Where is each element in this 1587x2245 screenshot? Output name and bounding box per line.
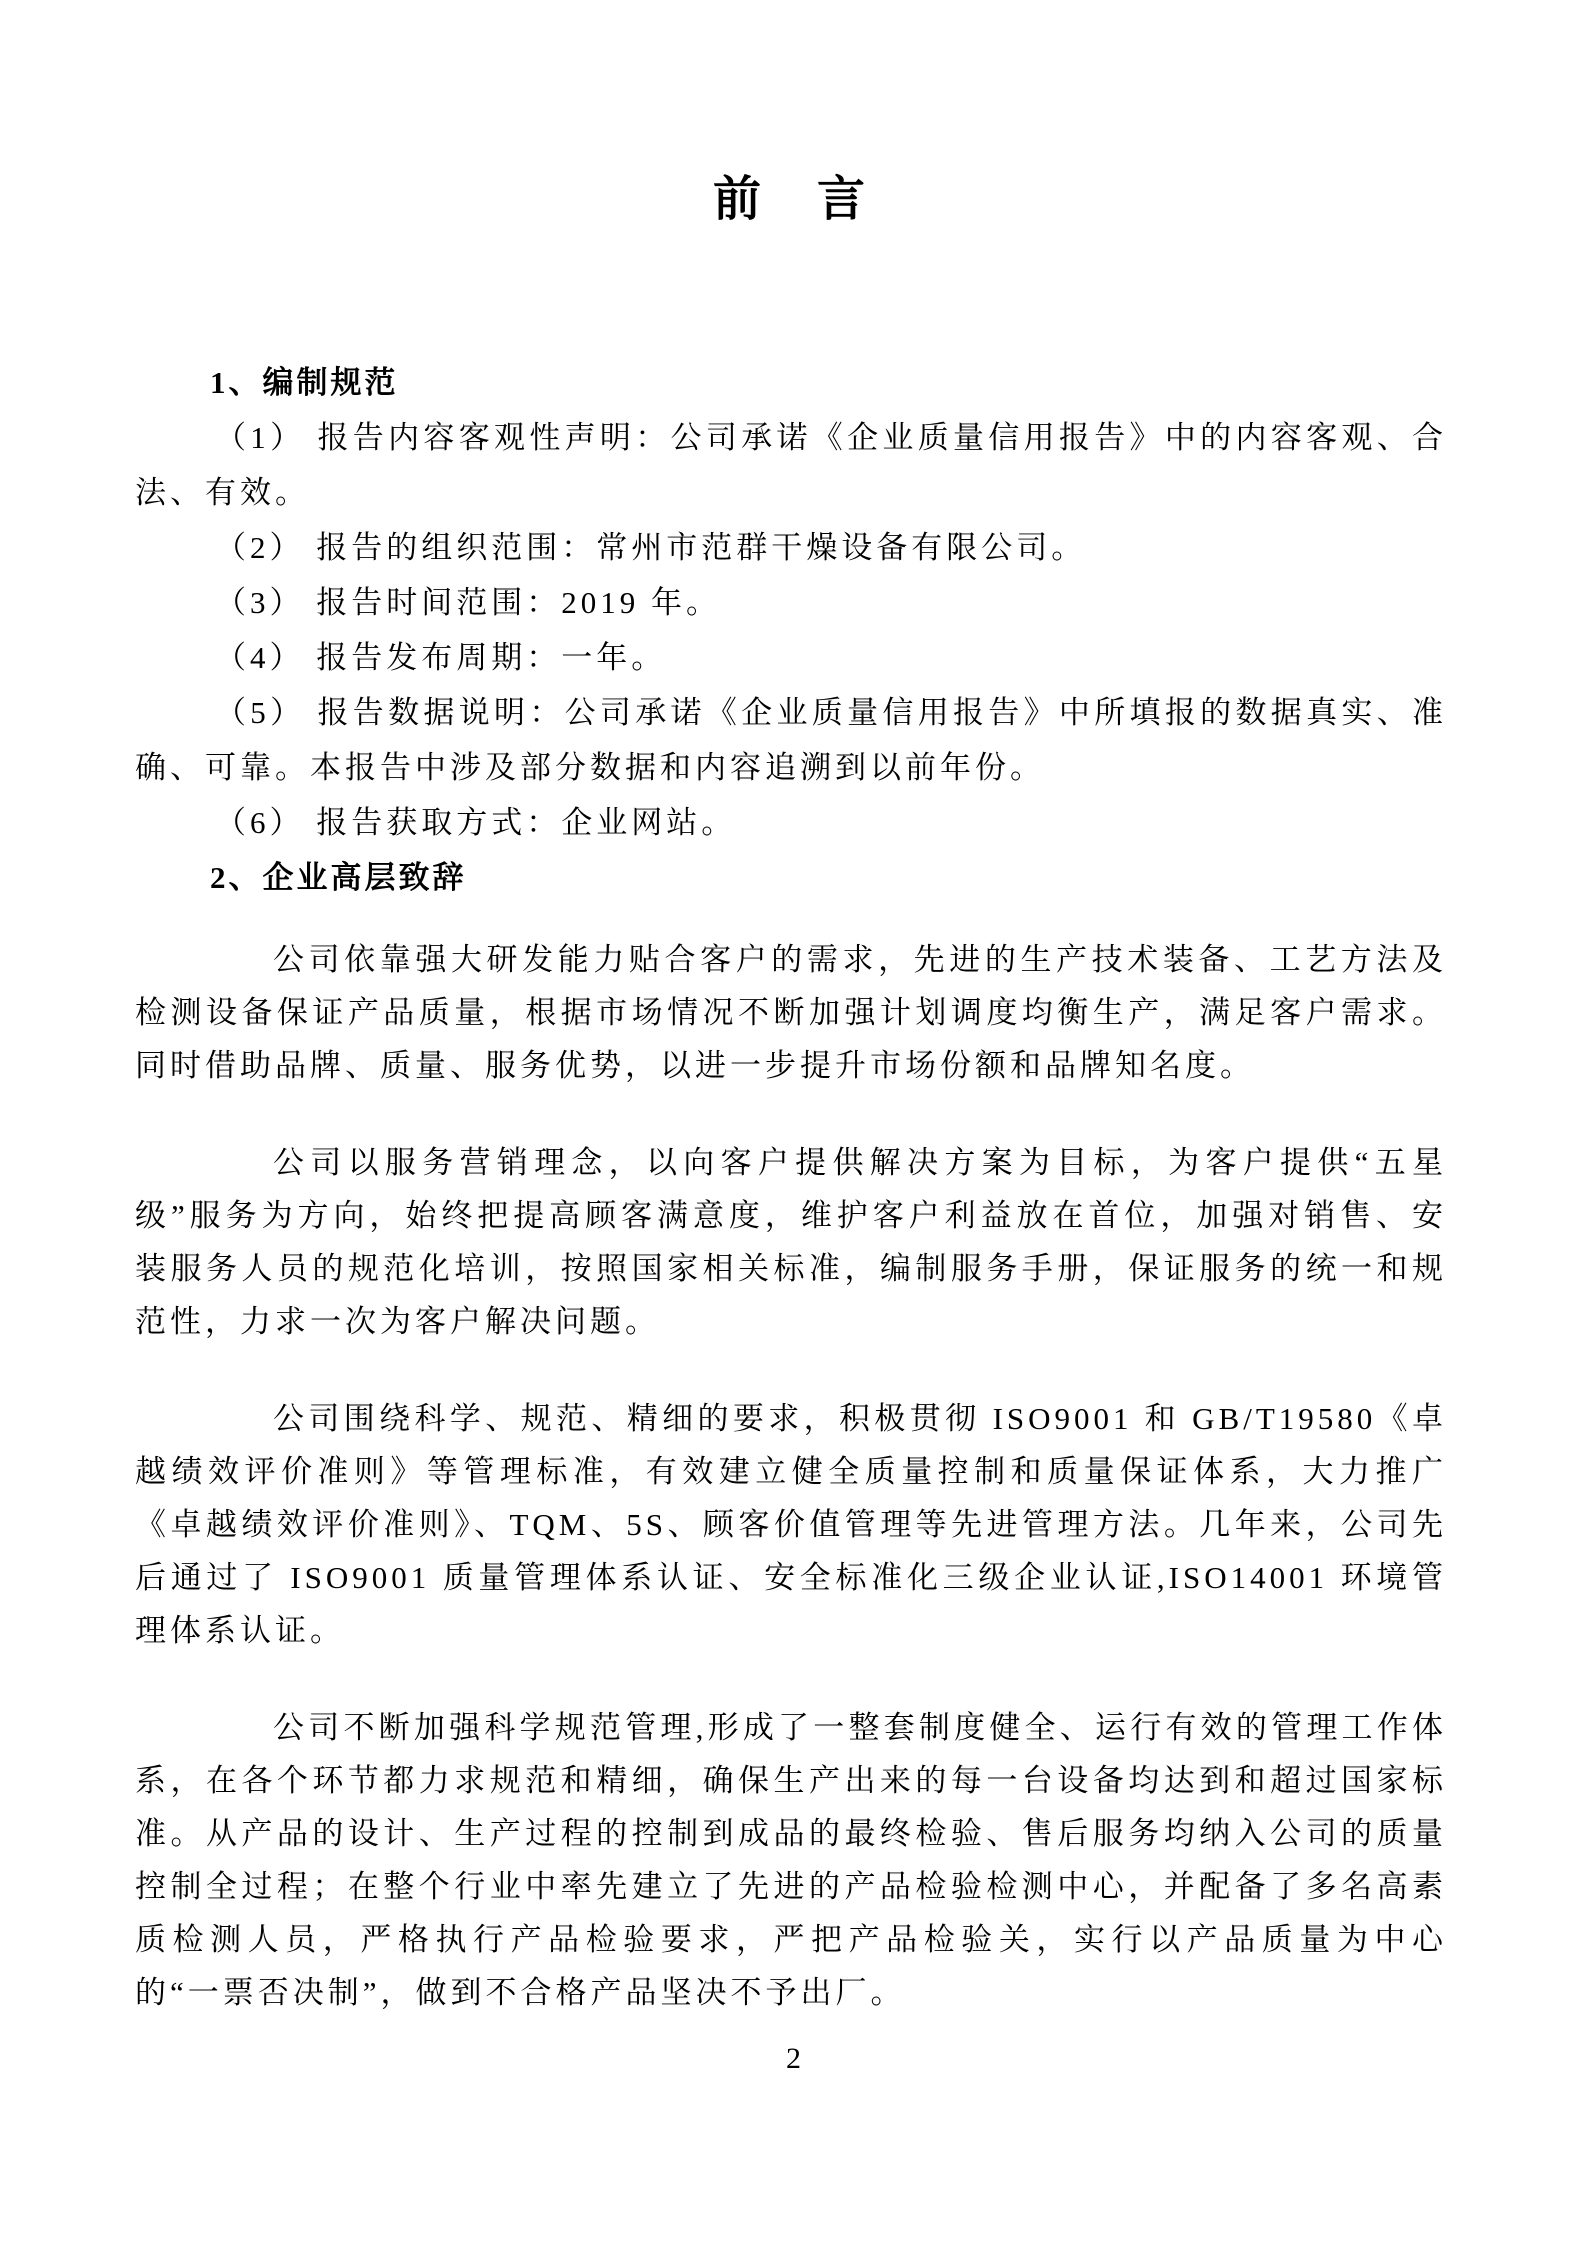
paragraph-2: 公司以服务营销理念，以向客户提供解决方案为目标，为客户提供“五星级”服务为方向，始终把提高顾客满意度，维护客户利益放在首位，加强对销售、安装服务人员的规范化培训，按照国家相关标准，编制服务手册，保证服务的统一和规范性，力求一次为客户解决问题。 (135, 1145, 1447, 1339)
section-2-heading: 2、企业高层致辞 (210, 860, 467, 895)
list-item-3: （3） 报告时间范围：2019 年。 (215, 585, 721, 620)
page-number: 2 (786, 2042, 801, 2075)
list-item-4: （4） 报告发布周期：一年。 (215, 640, 667, 675)
list-item-6: （6） 报告获取方式：企业网站。 (215, 805, 737, 840)
list-item-5: （5） 报告数据说明：公司承诺《企业质量信用报告》中所填报的数据真实、准确、可靠。本报告中涉及部分数据和内容追溯到以前年份。 (135, 695, 1447, 785)
section-compilation-standards (135, 355, 1447, 850)
list-item-2: （2） 报告的组织范围：常州市范群干燥设备有限公司。 (215, 530, 1087, 565)
list-item-1: （1） 报告内容客观性声明：公司承诺《企业质量信用报告》中的内容客观、合法、有效。 (135, 420, 1447, 510)
paragraph-1: 公司依靠强大研发能力贴合客户的需求，先进的生产技术装备、工艺方法及检测设备保证产品质量，根据市场情况不断加强计划调度均衡生产，满足客户需求。同时借助品牌、质量、服务优势，以进一步提升市场份额和品牌知名度。 (135, 942, 1447, 1083)
paragraph-4: 公司不断加强科学规范管理,形成了一整套制度健全、运行有效的管理工作体系，在各个环节都力求规范和精细，确保生产出来的每一台设备均达到和超过国家标准。从产品的设计、生产过程的控制到成品的最终检验、售后服务均纳入公司的质量控制全过程；在整个行业中率先建立了先进的产品检验检测中心，并配备了多名高素质检测人员，严格执行产品检验要求，严把产品检验关，实行以产品质量为中心的“一票否决制”，做到不合格产品坚决不予出厂。 (135, 1710, 1447, 2010)
section-1-heading: 1、编制规范 (210, 365, 399, 400)
page-title: 前 言 (712, 173, 869, 226)
paragraph-3: 公司围绕科学、规范、精细的要求，积极贯彻 ISO9001 和 GB/T19580《卓越绩效评价准则》等管理标准，有效建立健全质量控制和质量保证体系，大力推广《卓越绩效评价准则》、TQM、5S、顾客价值管理等先进管理方法。几年来，公司先后通过了 ISO9001 质量管理体系认证、安全标准化三级企业认证,ISO14001 环境管理体系认证。 (135, 1401, 1447, 1648)
section-executive-speech (135, 850, 1447, 2019)
